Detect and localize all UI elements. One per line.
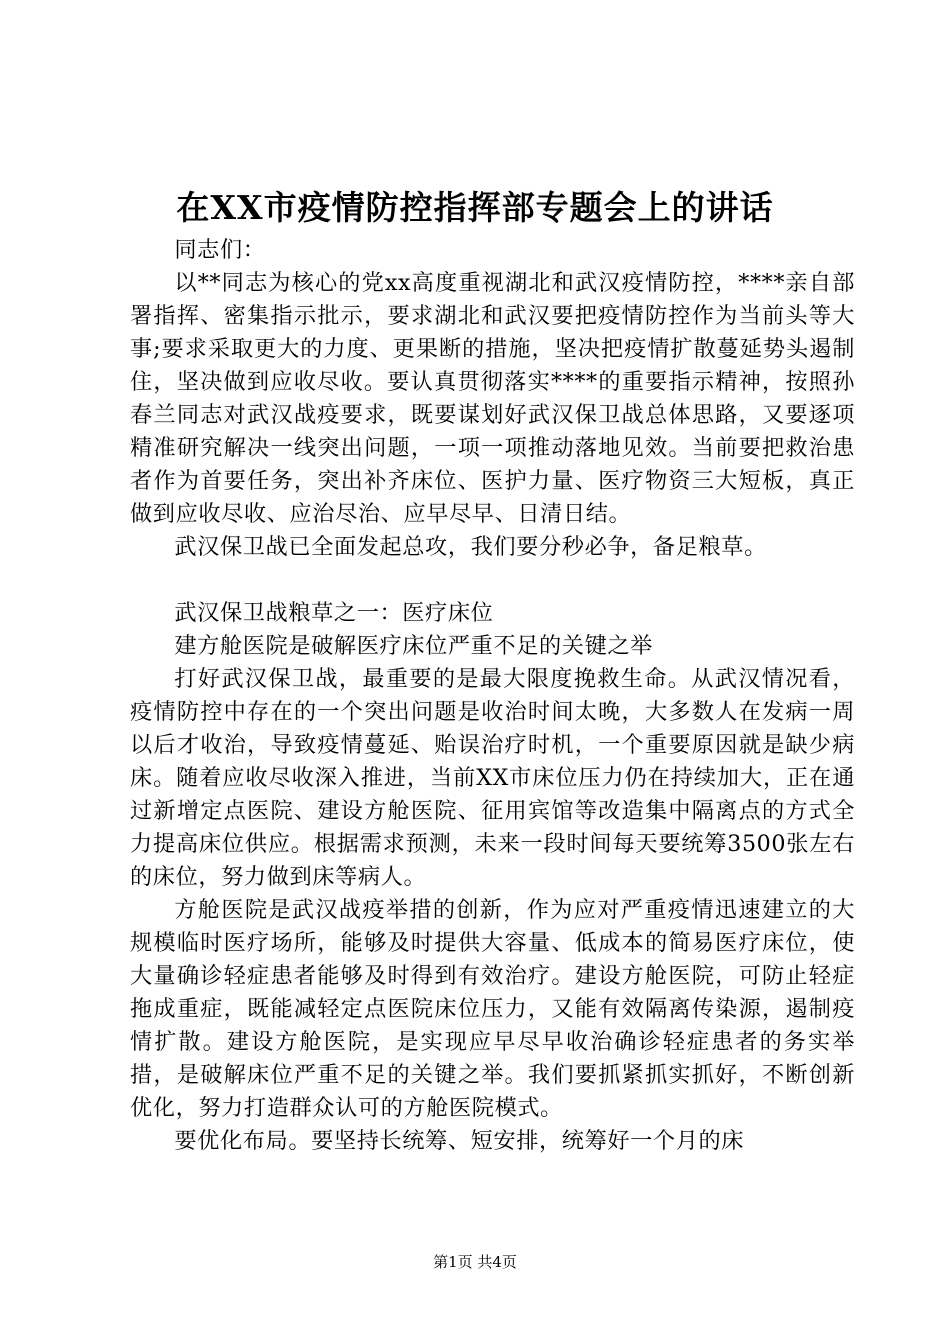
document-body (130, 234, 855, 1158)
body-paragraph: 要优化布局。要坚持长统筹、短安排，统筹好一个月的床 (174, 1128, 745, 1154)
body-paragraph: 以**同志为核心的党xx高度重视湖北和武汉疫情防控，****亲自部署指挥、密集指示批示，要求湖北和武汉要把疫情防控作为当前头等大事;要求采取更大的力度、更果断的措施，坚决把疫情扩散蔓延势头遏制住，坚决做到应收尽收。要认真贯彻落实****的重要指示精神，按照孙春兰同志对武汉战疫要求，既要谋划好武汉保卫战总体思路，又要逐项精准研究解决一线突出问题，一项一项推动落地见效。当前要把救治患者作为首要任务，突出补齐床位、医护力量、医疗物资三大短板，真正做到应收尽收、应治尽治、应早尽早、日清日结。 (130, 270, 855, 527)
body-paragraph: 方舱医院是武汉战疫举措的创新，作为应对严重疫情迅速建立的大规模临时医疗场所，能够及时提供大容量、低成本的简易医疗床位，使大量确诊轻症患者能够及时得到有效治疗。建设方舱医院，可防止轻症拖成重症，既能减轻定点医院床位压力，又能有效隔离传染源，遏制疫情扩散。建设方舱医院，是实现应早尽早收治确诊轻症患者的务实举措，是破解床位严重不足的关键之举。我们要抓紧抓实抓好，不断创新优化，努力打造群众认可的方舱医院模式。 (130, 897, 855, 1121)
blank-line (130, 564, 855, 597)
body-paragraph: 武汉保卫战已全面发起总攻，我们要分秒必争，备足粮草。 (174, 534, 767, 560)
section-subheading: 建方舱医院是破解医疗床位严重不足的关键之举 (174, 633, 653, 659)
section-heading: 武汉保卫战粮草之一：医疗床位 (174, 600, 494, 626)
salutation-paragraph: 同志们： (174, 237, 266, 263)
document-title: 在XX市疫情防控指挥部专题会上的讲话 (176, 188, 774, 227)
body-paragraph: 打好武汉保卫战，最重要的是最大限度挽救生命。从武汉情况看，疫情防控中存在的一个突出问题是收治时间太晚，大多数人在发病一周以后才收治，导致疫情蔓延、贻误治疗时机，一个重要原因就是缺少病床。随着应收尽收深入推进，当前XX市床位压力仍在持续加大，正在通过新增定点医院、建设方舱医院、征用宾馆等改造集中隔离点的方式全力提高床位供应。根据需求预测，未来一段时间每天要统筹3500张左右的床位，努力做到床等病人。 (130, 666, 855, 890)
page-footer: 第1页 共4页 (433, 1253, 517, 1271)
